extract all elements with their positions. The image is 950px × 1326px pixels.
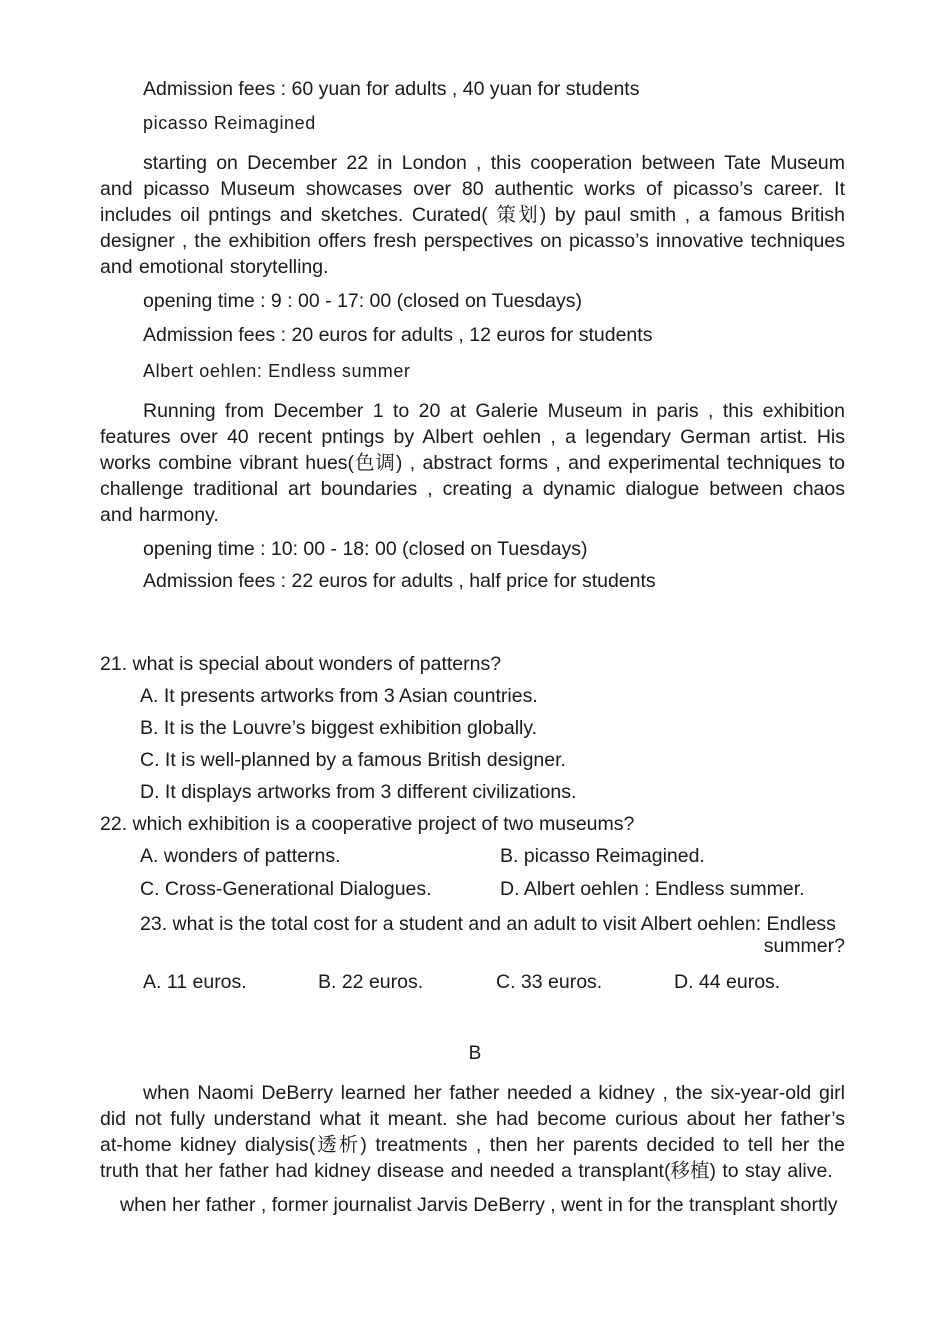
question-22-stem: 22. which exhibition is a cooperative project of two museums? bbox=[100, 813, 635, 835]
exhibit-admission-oehlen: Admission fees : 22 euros for adults , half price for students bbox=[143, 570, 656, 592]
question-21-option-d: D. It displays artworks from 3 different civilizations. bbox=[140, 781, 577, 803]
question-23-option-c: C. 33 euros. bbox=[496, 971, 603, 993]
question-21-option-b: B. It is the Louvre’s biggest exhibition globally. bbox=[140, 717, 538, 739]
question-21-option-c: C. It is well-planned by a famous British designer. bbox=[140, 749, 566, 771]
exhibit-description-oehlen: Running from December 1 to 20 at Galerie Museum in paris , this exhibition features over 40 recent pntings by Albert oehlen , a legendary German artist. His works combine vibrant hues(色调) , abstract forms , and experimental techniques to challenge traditional art boundaries , creating a dynamic dialogue between chaos and harmony. bbox=[100, 400, 845, 526]
question-22-option-b: B. picasso Reimagined. bbox=[500, 845, 705, 867]
wonders-admission: Admission fees : 60 yuan for adults , 40 yuan for students bbox=[143, 78, 640, 100]
question-21-option-a: A. It presents artworks from 3 Asian countries. bbox=[140, 685, 538, 707]
section-b-label: B bbox=[468, 1043, 482, 1064]
question-23-option-b: B. 22 euros. bbox=[318, 971, 424, 993]
question-22-option-d: D. Albert oehlen : Endless summer. bbox=[500, 878, 805, 900]
exhibit-description-picasso: starting on December 22 in London , this cooperation between Tate Museum and picasso Museum showcases over 80 authentic works of picasso’s career. It includes oil pntings and sketches. Curated( 策划) by paul smith , a famous British designer , the exhibition offers fresh perspectives on picasso’s innovative techniques and emotional storytelling. bbox=[100, 152, 845, 278]
exhibit-title-picasso: picasso Reimagined bbox=[143, 113, 316, 133]
question-21-stem: 21. what is special about wonders of patterns? bbox=[100, 653, 502, 675]
question-23-option-a: A. 11 euros. bbox=[143, 971, 247, 993]
question-22-option-c: C. Cross-Generational Dialogues. bbox=[140, 878, 432, 900]
exhibit-opening-time-picasso: opening time : 9 : 00 - 17: 00 (closed on Tuesdays) bbox=[143, 290, 583, 312]
exhibit-title-oehlen: Albert oehlen: Endless summer bbox=[143, 361, 411, 381]
question-22-option-a: A. wonders of patterns. bbox=[140, 845, 341, 867]
question-23-option-d: D. 44 euros. bbox=[674, 971, 781, 993]
exhibit-opening-time-oehlen: opening time : 10: 00 - 18: 00 (closed on Tuesdays) bbox=[143, 538, 588, 560]
section-b-last-line: when her father , former journalist Jarvis DeBerry , went in for the transplant shortly bbox=[120, 1194, 838, 1216]
exhibit-admission-picasso: Admission fees : 20 euros for adults , 12 euros for students bbox=[143, 324, 653, 346]
question-23-stem: 23. what is the total cost for a student and an adult to visit Albert oehlen: Endless summer? bbox=[140, 913, 845, 957]
section-b-paragraph: when Naomi DeBerry learned her father needed a kidney , the six-year-old girl did not fully understand what it meant. she had become curious about her father’s at-home kidney dialysis(透析) treatments , then her parents decided to tell her the truth that her father had kidney disease and needed a transplant(移植) to stay alive. bbox=[100, 1082, 845, 1182]
